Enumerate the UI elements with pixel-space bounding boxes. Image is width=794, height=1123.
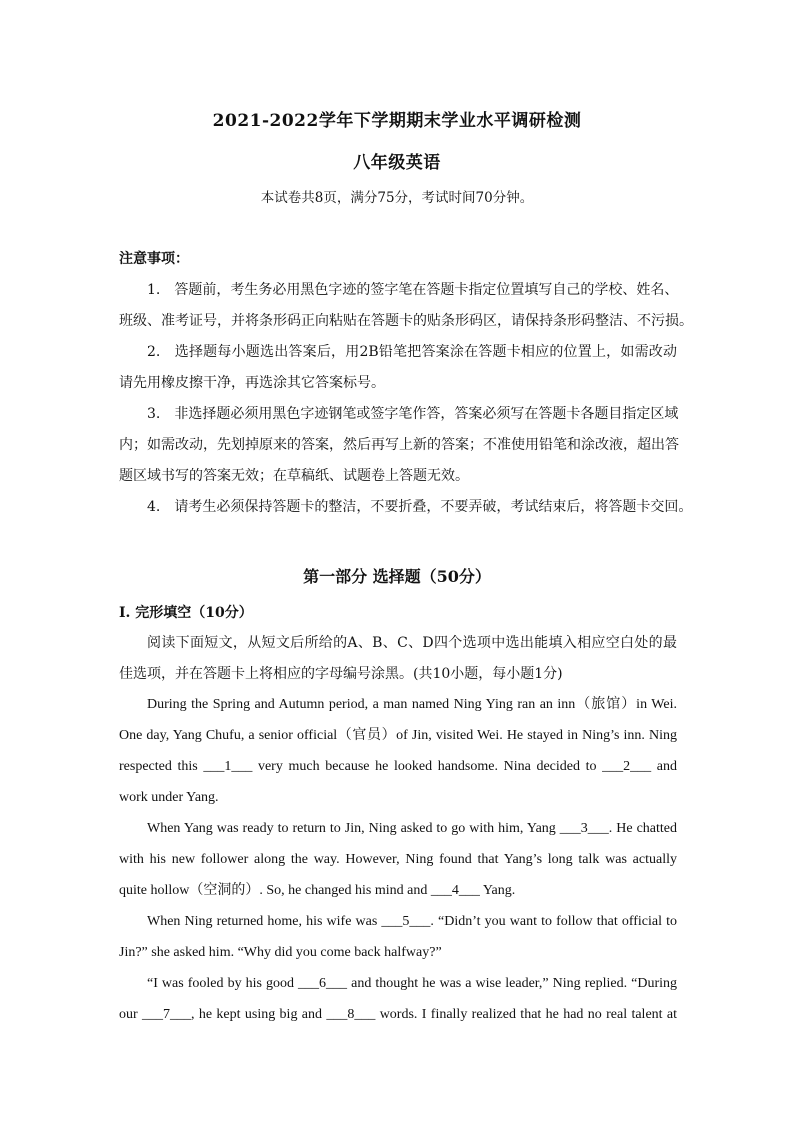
notice-line: 1. 答题前，考生务必用黑色字迹的签字笔在答题卡指定位置填写自己的学校、姓名、 — [147, 282, 679, 298]
exam-info: 本试卷共8页，满分75分，考试时间70分钟。 — [260, 190, 534, 206]
passage-line: One day, Yang Chufu, a senior official（官员）of Jin, visited Wei. He stayed in Ning’s inn. Ning — [119, 728, 677, 743]
notice-line: 内；如需改动，先划掉原来的答案，然后再写上新的答案；不准使用铅笔和涂改液，超出答 — [119, 437, 679, 453]
notice-line: 班级、准考证号，并将条形码正向粘贴在答题卡的贴条形码区，请保持条形码整洁、不污损。 — [119, 313, 693, 329]
exam-subject: 八年级英语 — [353, 153, 441, 173]
instruction-line: 阅读下面短文，从短文后所给的A、B、C、D四个选项中选出能填入相应空白处的最 — [147, 635, 677, 651]
passage-line: Jin?” she asked him. “Why did you come back halfway?” — [119, 945, 442, 960]
passage-line: our ___7___, he kept using big and ___8___ words. I finally realized that he had no real talent at — [119, 1007, 677, 1022]
passage-line: When Ning returned home, his wife was ___5___. “Didn’t you want to follow that official to — [147, 914, 677, 929]
section-title: 第一部分 选择题（50分） — [303, 567, 491, 586]
notice-line: 2. 选择题每小题选出答案后，用2B铅笔把答案涂在答题卡相应的位置上，如需改动 — [147, 344, 677, 360]
notice-line: 4. 请考生必须保持答题卡的整洁，不要折叠，不要弄破，考试结束后，将答题卡交回。 — [147, 499, 693, 515]
passage-line: with his new follower along the way. However, Ning found that Yang’s long talk was actually — [119, 852, 677, 867]
part-heading: I. 完形填空（10分） — [119, 605, 253, 621]
notice-heading: 注意事项： — [119, 251, 189, 267]
passage-line: “I was fooled by his good ___6___ and thought he was a wise leader,” Ning replied. “During — [147, 976, 677, 991]
notice-line: 3. 非选择题必须用黑色字迹钢笔或签字笔作答，答案必须写在答题卡各题目指定区域 — [147, 406, 679, 422]
notice-line: 题区域书写的答案无效；在草稿纸、试题卷上答题无效。 — [119, 468, 469, 484]
passage-line: During the Spring and Autumn period, a man named Ning Ying ran an inn（旅馆）in Wei. — [147, 697, 677, 712]
passage-line: When Yang was ready to return to Jin, Ning asked to go with him, Yang ___3___. He chatted — [147, 821, 677, 836]
passage-line: respected this ___1___ very much because he looked handsome. Nina decided to ___2___ and — [119, 759, 677, 774]
instruction-line: 佳选项，并在答题卡上将相应的字母编号涂黑。(共10小题，每小题1分) — [119, 666, 563, 682]
passage-line: quite hollow（空洞的）. So, he changed his mind and ___4___ Yang. — [119, 883, 516, 898]
exam-title: 2021-2022学年下学期期末学业水平调研检测 — [212, 111, 582, 131]
notice-line: 请先用橡皮擦干净，再选涂其它答案标号。 — [119, 375, 385, 391]
passage-line: work under Yang. — [119, 790, 219, 805]
